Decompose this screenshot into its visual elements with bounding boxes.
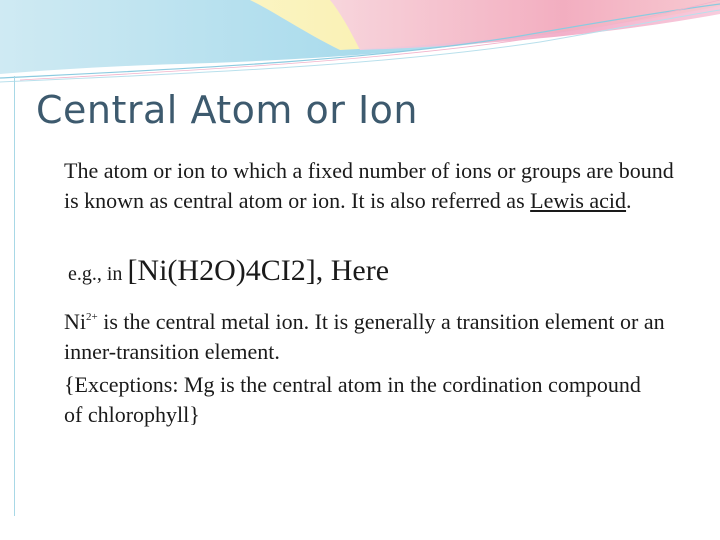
definition-period: .	[626, 188, 632, 213]
nickel-paragraph	[64, 302, 704, 367]
definition-text: The atom or ion to which a fixed number of ions or groups are bound is known as central atom or ion. It is also referred as	[64, 158, 674, 213]
example-line	[68, 256, 688, 289]
slide-title: Central Atom or Ion	[36, 88, 419, 132]
side-rule	[14, 76, 15, 516]
example-prefix: e.g., in	[68, 263, 128, 285]
definition-paragraph	[64, 156, 684, 216]
nickel-symbol: Ni	[64, 309, 86, 334]
complex-formula: [Ni(H2O)4CI2], Here	[127, 254, 390, 287]
nickel-text: is the central metal ion. It is generally a transition element or an inner-transition element.	[64, 309, 665, 364]
exceptions-paragraph: {Exceptions: Mg is the central atom in the cordination compound of chlorophyll}	[64, 372, 641, 427]
nickel-charge: 2+	[86, 311, 98, 323]
decorative-banner	[0, 0, 720, 90]
lewis-acid-term: Lewis acid	[530, 188, 627, 213]
